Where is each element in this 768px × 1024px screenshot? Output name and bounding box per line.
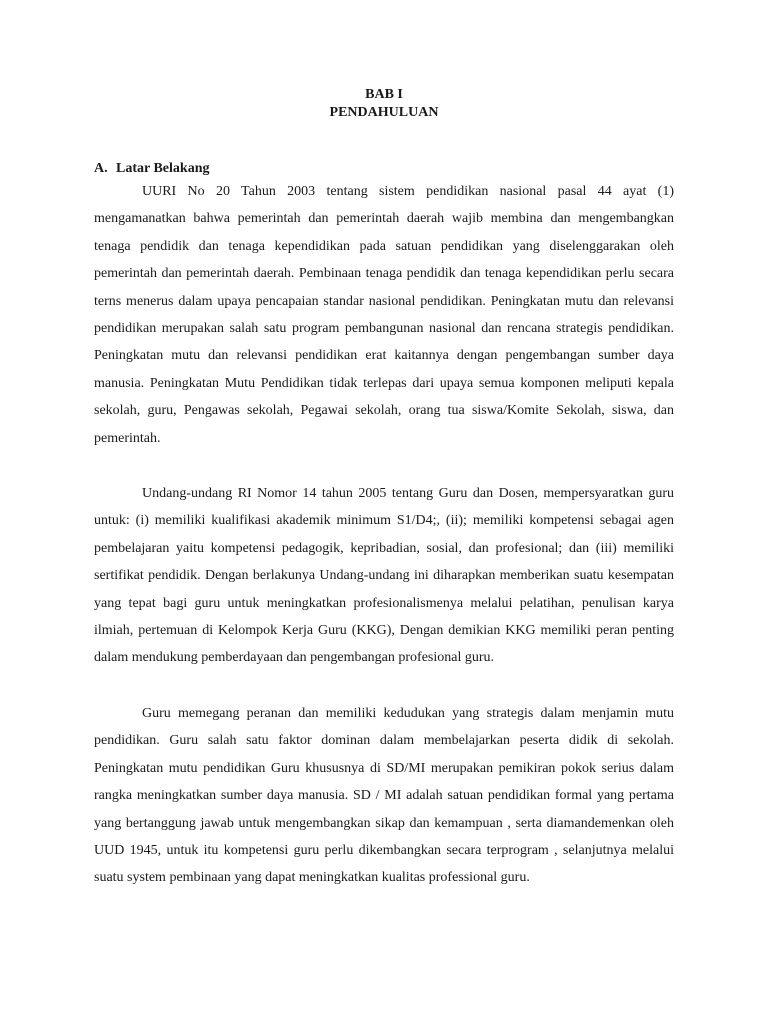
paragraph-1: UURI No 20 Tahun 2003 tentang sistem pendidikan nasional pasal 44 ayat (1) mengamanatkan bahwa pemerintah dan pemerintah daerah wajib membina dan mengembangkan tenaga pendidik dan tenaga kependidikan pada satuan pendidikan yang diselenggarakan oleh pemerintah dan pemerintah daerah. Pembinaan tenaga pendidik dan tenaga kependidikan perlu secara terns menerus dalam upaya pencapaian standar nasional pendidikan. Peningkatan mutu dan relevansi pendidikan merupakan salah satu program pembangunan nasional dan rencana strategis pendidikan. Peningkatan mutu dan relevansi pendidikan erat kaitannya dengan pengembangan sumber daya manusia. Peningkatan Mutu Pendidikan tidak terlepas dari upaya semua komponen meliputi kepala sekolah, guru, Pengawas sekolah, Pegawai sekolah, orang tua siswa/Komite Sekolah, siswa, dan pemerintah. — [94, 184, 674, 446]
paragraph-2: Undang-undang RI Nomor 14 tahun 2005 tentang Guru dan Dosen, mempersyaratkan guru untuk: (i) memiliki kualifikasi akademik minimum S1/D4;, (ii); memiliki kompetensi sebagai agen pembelajaran yaitu kompetensi pedagogik, kepribadian, sosial, dan profesional; dan (iii) memiliki sertifikat pendidik. Dengan berlakunya Undang-undang ini diharapkan memberikan suatu kesempatan yang tepat bagi guru untuk meningkatkan profesionalismenya melalui pelatihan, penulisan karya ilmiah, pertemuan di Kelompok Kerja Guru (KKG), Dengan demikian KKG memiliki peran penting dalam mendukung pemberdayaan dan pengembangan profesional guru. — [94, 486, 674, 666]
section-title: Latar Belakang — [116, 161, 210, 176]
section-marker: A. — [94, 161, 108, 176]
paragraph-3: Guru memegang peranan dan memiliki kedudukan yang strategis dalam menjamin mutu pendidikan. Guru salah satu faktor dominan dalam membelajarkan peserta didik di sekolah. Peningkatan mutu pendidikan Guru khususnya di SD/MI merupakan pemikiran pokok serius dalam rangka meningkatkan sumber daya manusia. SD / MI adalah satuan pendidikan formal yang pertama yang bertanggung jawab untuk mengembangkan sikap dan kemampuan , serta diamandemenkan oleh UUD 1945, untuk itu kompetensi guru perlu dikembangkan secara terprogram , selanjutnya melalui suatu system pembinaan yang dapat meningkatkan kualitas professional guru. — [94, 706, 674, 886]
chapter-number: BAB I — [365, 87, 403, 102]
chapter-title: PENDAHULUAN — [329, 105, 439, 120]
section-heading — [94, 160, 209, 178]
